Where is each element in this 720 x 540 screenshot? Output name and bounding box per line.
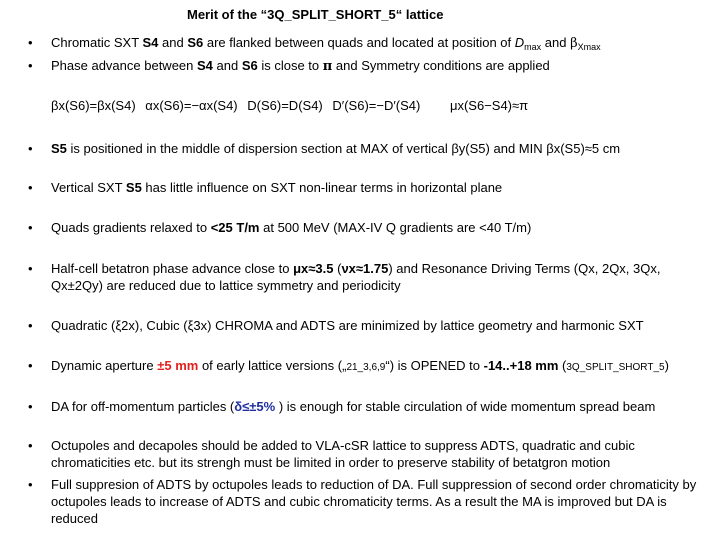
item-quad-gradients: Quads gradients relaxed to <25 T/m at 500 MeV (MAX-IV Q gradients are <40 T/m) [51, 220, 532, 235]
bullet: • [28, 399, 33, 414]
title-prefix: Merit of the “ [187, 7, 268, 22]
item-off-momentum-da: DA for off-momentum particles (δ≤±5% ) is enough for stable circulation of wide momentum spread beam [51, 399, 656, 414]
bullet: • [28, 180, 33, 195]
item-adts-suppression: Full suppresion of ADTS by octupoles leads to reduction of DA. Full suppression of second order chromaticity by octupoles leads to increase of ADTS and cubic chromaticity terms. As a result the MA is improved but DA is reduced [51, 477, 697, 526]
bullet: • [28, 318, 33, 333]
formula-phase: μx(S6−S4)≈π [449, 98, 529, 113]
bullet: • [28, 58, 33, 73]
bullet: • [28, 477, 33, 492]
item-chroma-adts: Quadratic (ξ2x), Cubic (ξ3x) CHROMA and ADTS are minimized by lattice geometry and harmonic SXT [51, 318, 644, 333]
bullet: • [28, 358, 33, 373]
item-vertical-sxt: Vertical SXT S5 has little influence on SXT non-linear terms in horizontal plane [51, 180, 503, 195]
bullet: • [28, 35, 33, 50]
formula-beta: βx(S6)=βx(S4) [51, 98, 136, 113]
formula-dispersion-prime: D′(S6)=−D′(S4) [332, 98, 421, 113]
title-suffix: “ lattice [395, 7, 444, 22]
bullet: • [28, 220, 33, 235]
item-phase-advance-rdt: Half-cell betatron phase advance close to μx≈3.5 (νx≈1.75) and Resonance Driving Terms (Qx, 2Qx, 3Qx, Qx±2Qy) are reduced due to lattice symmetry and periodicity [51, 261, 661, 293]
formula-alpha: αx(S6)=−αx(S4) [145, 98, 238, 113]
item-chromatic-sxt: Chromatic SXT S4 and S6 are flanked between quads and located at position of $D_{max}$ and $\beta_{Xmax}$ [51, 35, 601, 52]
symmetry-formula [51, 98, 534, 113]
item-octupoles: Octupoles and decapoles should be added to VLA-cSR lattice to suppress ADTS, quadratic and cubic chromaticities etc. but its strengh must be limited in order to preserve stability of betatgron motion [51, 438, 635, 470]
item-phase-advance: Phase advance between S4 and S6 is close to π and Symmetry conditions are applied [51, 58, 550, 74]
title-lattice-name: 3Q_SPLIT_SHORT_5 [267, 7, 396, 22]
formula-dispersion: D(S6)=D(S4) [247, 98, 323, 113]
page-title [187, 7, 443, 22]
bullet: • [28, 141, 33, 156]
bullet: • [28, 438, 33, 453]
bullet: • [28, 261, 33, 276]
item-s5-position: S5 is positioned in the middle of dispersion section at MAX of vertical βy(S5) and MIN βx(S5)≈5 cm [51, 141, 621, 156]
item-dynamic-aperture: Dynamic aperture ±5 mm of early lattice versions („21_3,6,9“) is OPENED to -14..+18 mm (3Q_SPLIT_SHORT_5) [51, 358, 669, 373]
